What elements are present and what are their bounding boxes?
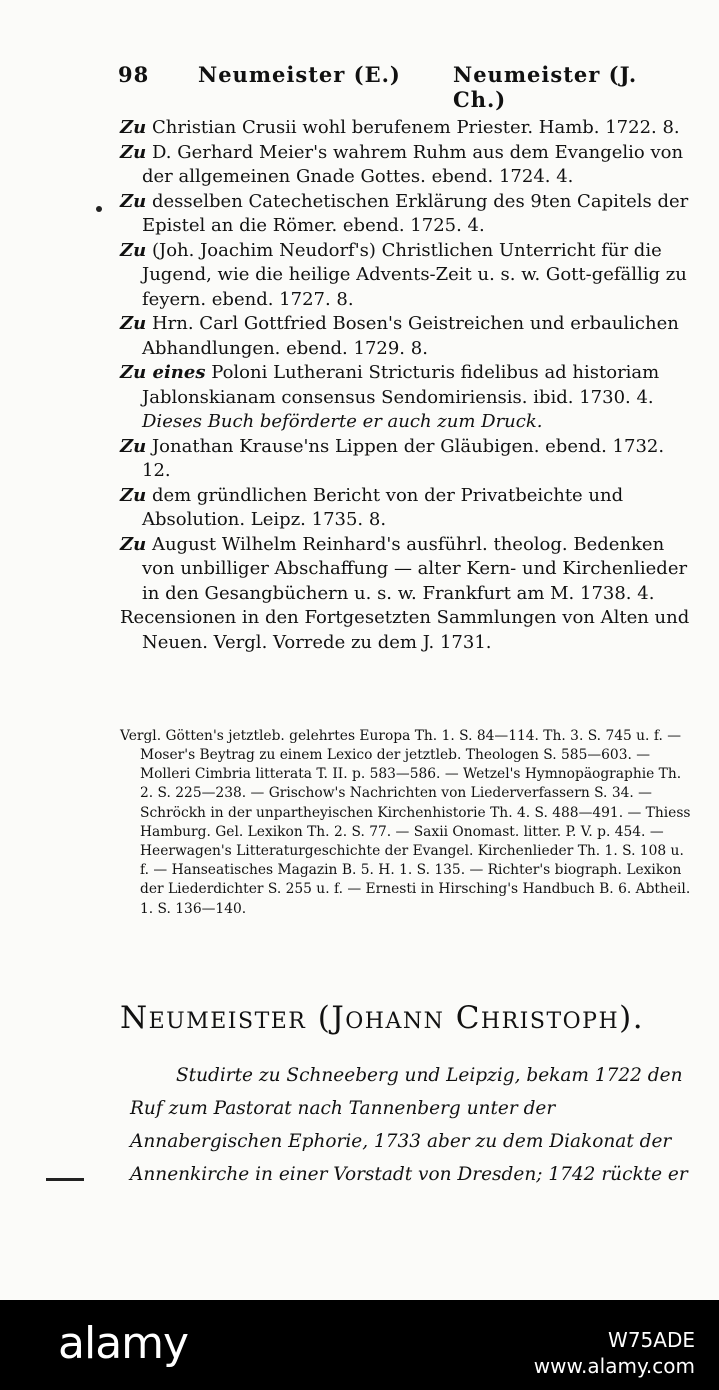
ink-smudge [46,1178,84,1181]
list-item: Zu D. Gerhard Meier's wahrem Ruhm aus dem Evangelio von der allgemeinen Gnade Gottes. ebend. 1724. 4. [120,141,684,187]
references-block [120,713,695,933]
references-text: Vergl. Götten's jetztleb. gelehrtes Europa Th. 1. S. 84—114. Th. 3. S. 745 u. f. — Moser's Beytrag zu einem Lexico der jetztleb. Theologen S. 585—603. — Molleri Cimbria litterata T. II. p. 583—586. — Wetzel's Hymnopäographie Th. 2. S. 225—238. — Grischow's Nachrichten von Liederverfassern S. 34. — Schröckh in der unpartheyischen Kirchenhistorie Th. 4. S. 488—491. — Thiess Hamburg. Gel. Lexikon Th. 2. S. 77. — Saxii Onomast. litter. P. V. p. 454. — Heerwagen's Litteraturgeschichte der Evangel. Kirchenlieder Th. 1. S. 108 u. f. — Hanseatisches Magazin B. 5. H. 1. S. 135. — Richter's biograph. Lexikon der Liederdichter S. 255 u. f. — Ernesti in Hirsching's Handbuch B. 6. Abtheil. 1. S. 136—140. [120,727,691,917]
running-header [118,62,678,112]
list-item: Recensionen in den Fortgesetzten Sammlungen von Alten und Neuen. Vergl. Vorrede zu dem J. 1731. [120,607,690,653]
list-item: Zu desselben Catechetischen Erklärung des 9ten Capitels der Epistel an die Römer. ebend. 1725. 4. [120,190,689,236]
image-id: W75ADE [608,1328,695,1352]
list-item: Zu Christian Crusii wohl berufenem Priester. Hamb. 1722. 8. [120,117,680,138]
list-item: Zu eines Poloni Lutherani Stricturis fidelibus ad historiam Jablonskianam consensus Sendomiriensis. ibid. 1730. 4. Dieses Buch beförderte er auch zum Druck. [120,362,660,432]
site-url: www.alamy.com [533,1354,695,1378]
header-left-title: Neumeister (E.) [198,62,401,87]
header-right-title: Neumeister (J. Ch.) [453,62,638,112]
list-item: Zu Jonathan Krause'ns Lippen der Gläubigen. ebend. 1732. 12. [120,435,665,481]
works-list [120,116,695,655]
page-number: 98 [118,62,150,87]
ink-speck [96,206,102,212]
list-item: Zu dem gründlichen Bericht von der Privatbeichte und Absolution. Leipz. 1735. 8. [120,484,624,530]
biography-paragraph: Studirte zu Schneeberg und Leipzig, bekam 1722 den Ruf zum Pastorat nach Tannenberg unter der Annabergischen Ephorie, 1733 aber zu dem Diakonat der Annenkirche in einer Vorstadt von Dresden; 1742 rückte er [130,1064,688,1185]
alamy-logo: alamy [58,1318,189,1369]
list-item: Zu August Wilhelm Reinhard's ausführl. theolog. Bedenken von unbilliger Abschaffung — alter Kern- und Kirchenlieder in den Gesangbüchern u. s. w. Frankfurt am M. 1738. 4. [120,533,688,604]
entry-note: Dieses Buch beförderte er auch zum Druck. [142,411,543,432]
list-item: Zu Hrn. Carl Gottfried Bosen's Geistreichen und erbaulichen Abhandlungen. ebend. 1729. 8. [120,313,679,359]
list-item: Zu (Joh. Joachim Neudorf's) Christlichen Unterricht für die Jugend, wie die heilige Advents-Zeit u. s. w. Gott-gefällig zu feyern. ebend. 1727. 8. [120,239,687,310]
section-heading: Neumeister (Johann Christoph). [120,1000,645,1036]
watermark-banner [0,1300,719,1390]
